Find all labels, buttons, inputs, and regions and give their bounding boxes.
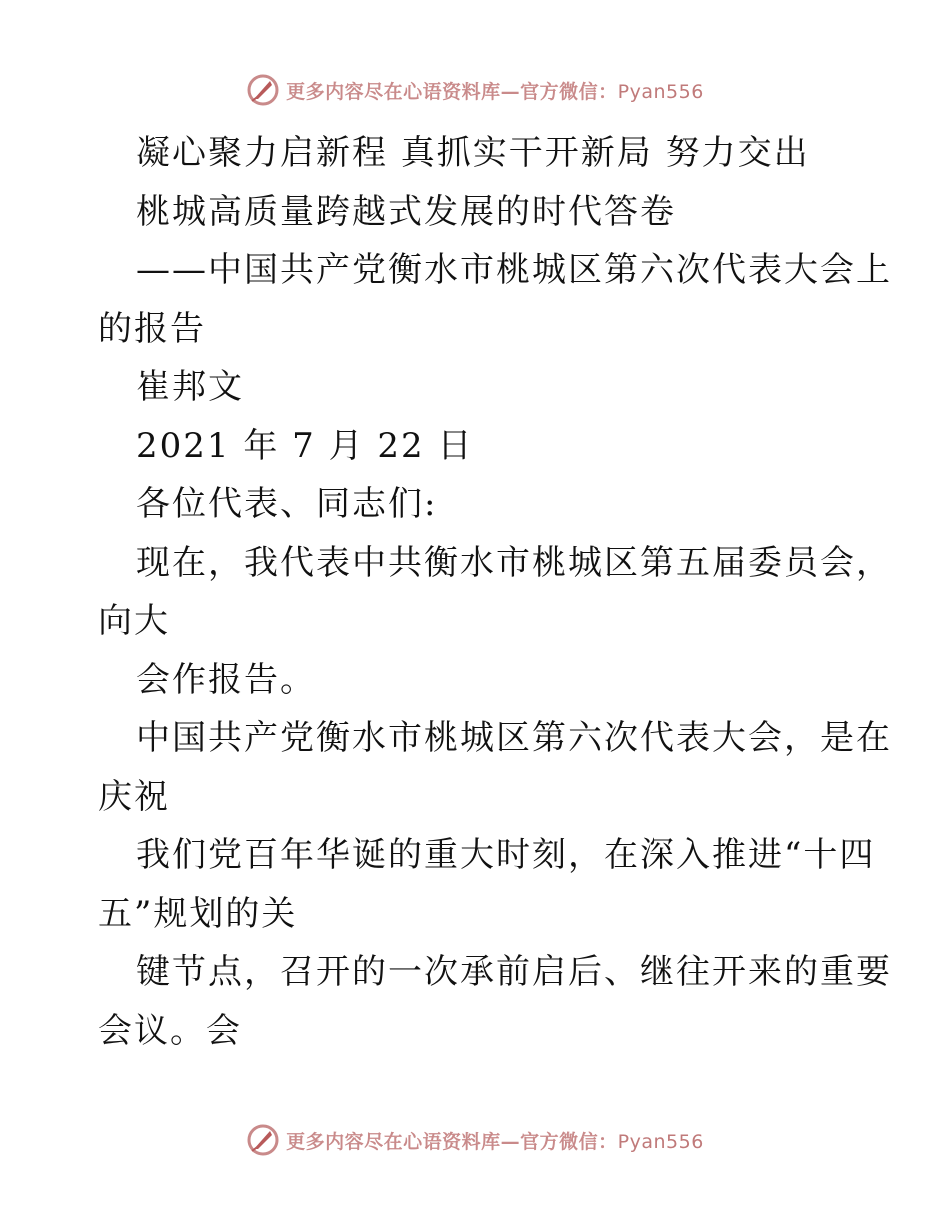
watermark-footer bbox=[0, 1120, 950, 1160]
text-line: 会议。会 bbox=[98, 1010, 242, 1051]
text-line: 各位代表、同志们: bbox=[136, 484, 438, 524]
text-line: 2021 年 7 月 22 日 bbox=[136, 425, 474, 466]
text-line: ——中国共产党衡水市桃城区第六次代表大会上 bbox=[136, 250, 892, 290]
text-line: 会作报告。 bbox=[136, 659, 316, 700]
watermark-text: 更多内容尽在心语资料库—官方微信：Pyan556 bbox=[286, 80, 704, 103]
feather-logo-icon bbox=[246, 73, 280, 107]
document-body bbox=[98, 124, 892, 1060]
text-line: 的报告 bbox=[98, 308, 206, 349]
watermark-header bbox=[0, 70, 950, 110]
text-line: 庆祝 bbox=[98, 776, 170, 817]
watermark-text: 更多内容尽在心语资料库—官方微信：Pyan556 bbox=[286, 1130, 704, 1153]
text-line: 桃城高质量跨越式发展的时代答卷 bbox=[136, 191, 676, 232]
text-line: 向大 bbox=[98, 601, 170, 641]
text-line: 现在，我代表中共衡水市桃城区第五届委员会， bbox=[136, 542, 892, 583]
feather-logo-icon bbox=[246, 1123, 280, 1157]
text-line: 中国共产党衡水市桃城区第六次代表大会，是在 bbox=[136, 718, 892, 758]
text-line: 键节点，召开的一次承前启后、继往开来的重要 bbox=[136, 952, 892, 992]
text-line: 我们党百年华诞的重大时刻，在深入推进“十四 bbox=[136, 835, 876, 875]
text-line: 崔邦文 bbox=[136, 367, 244, 407]
text-line: 凝心聚力启新程 真抓实干开新局 努力交出 bbox=[136, 133, 810, 173]
text-line: 五”规划的关 bbox=[98, 893, 298, 934]
